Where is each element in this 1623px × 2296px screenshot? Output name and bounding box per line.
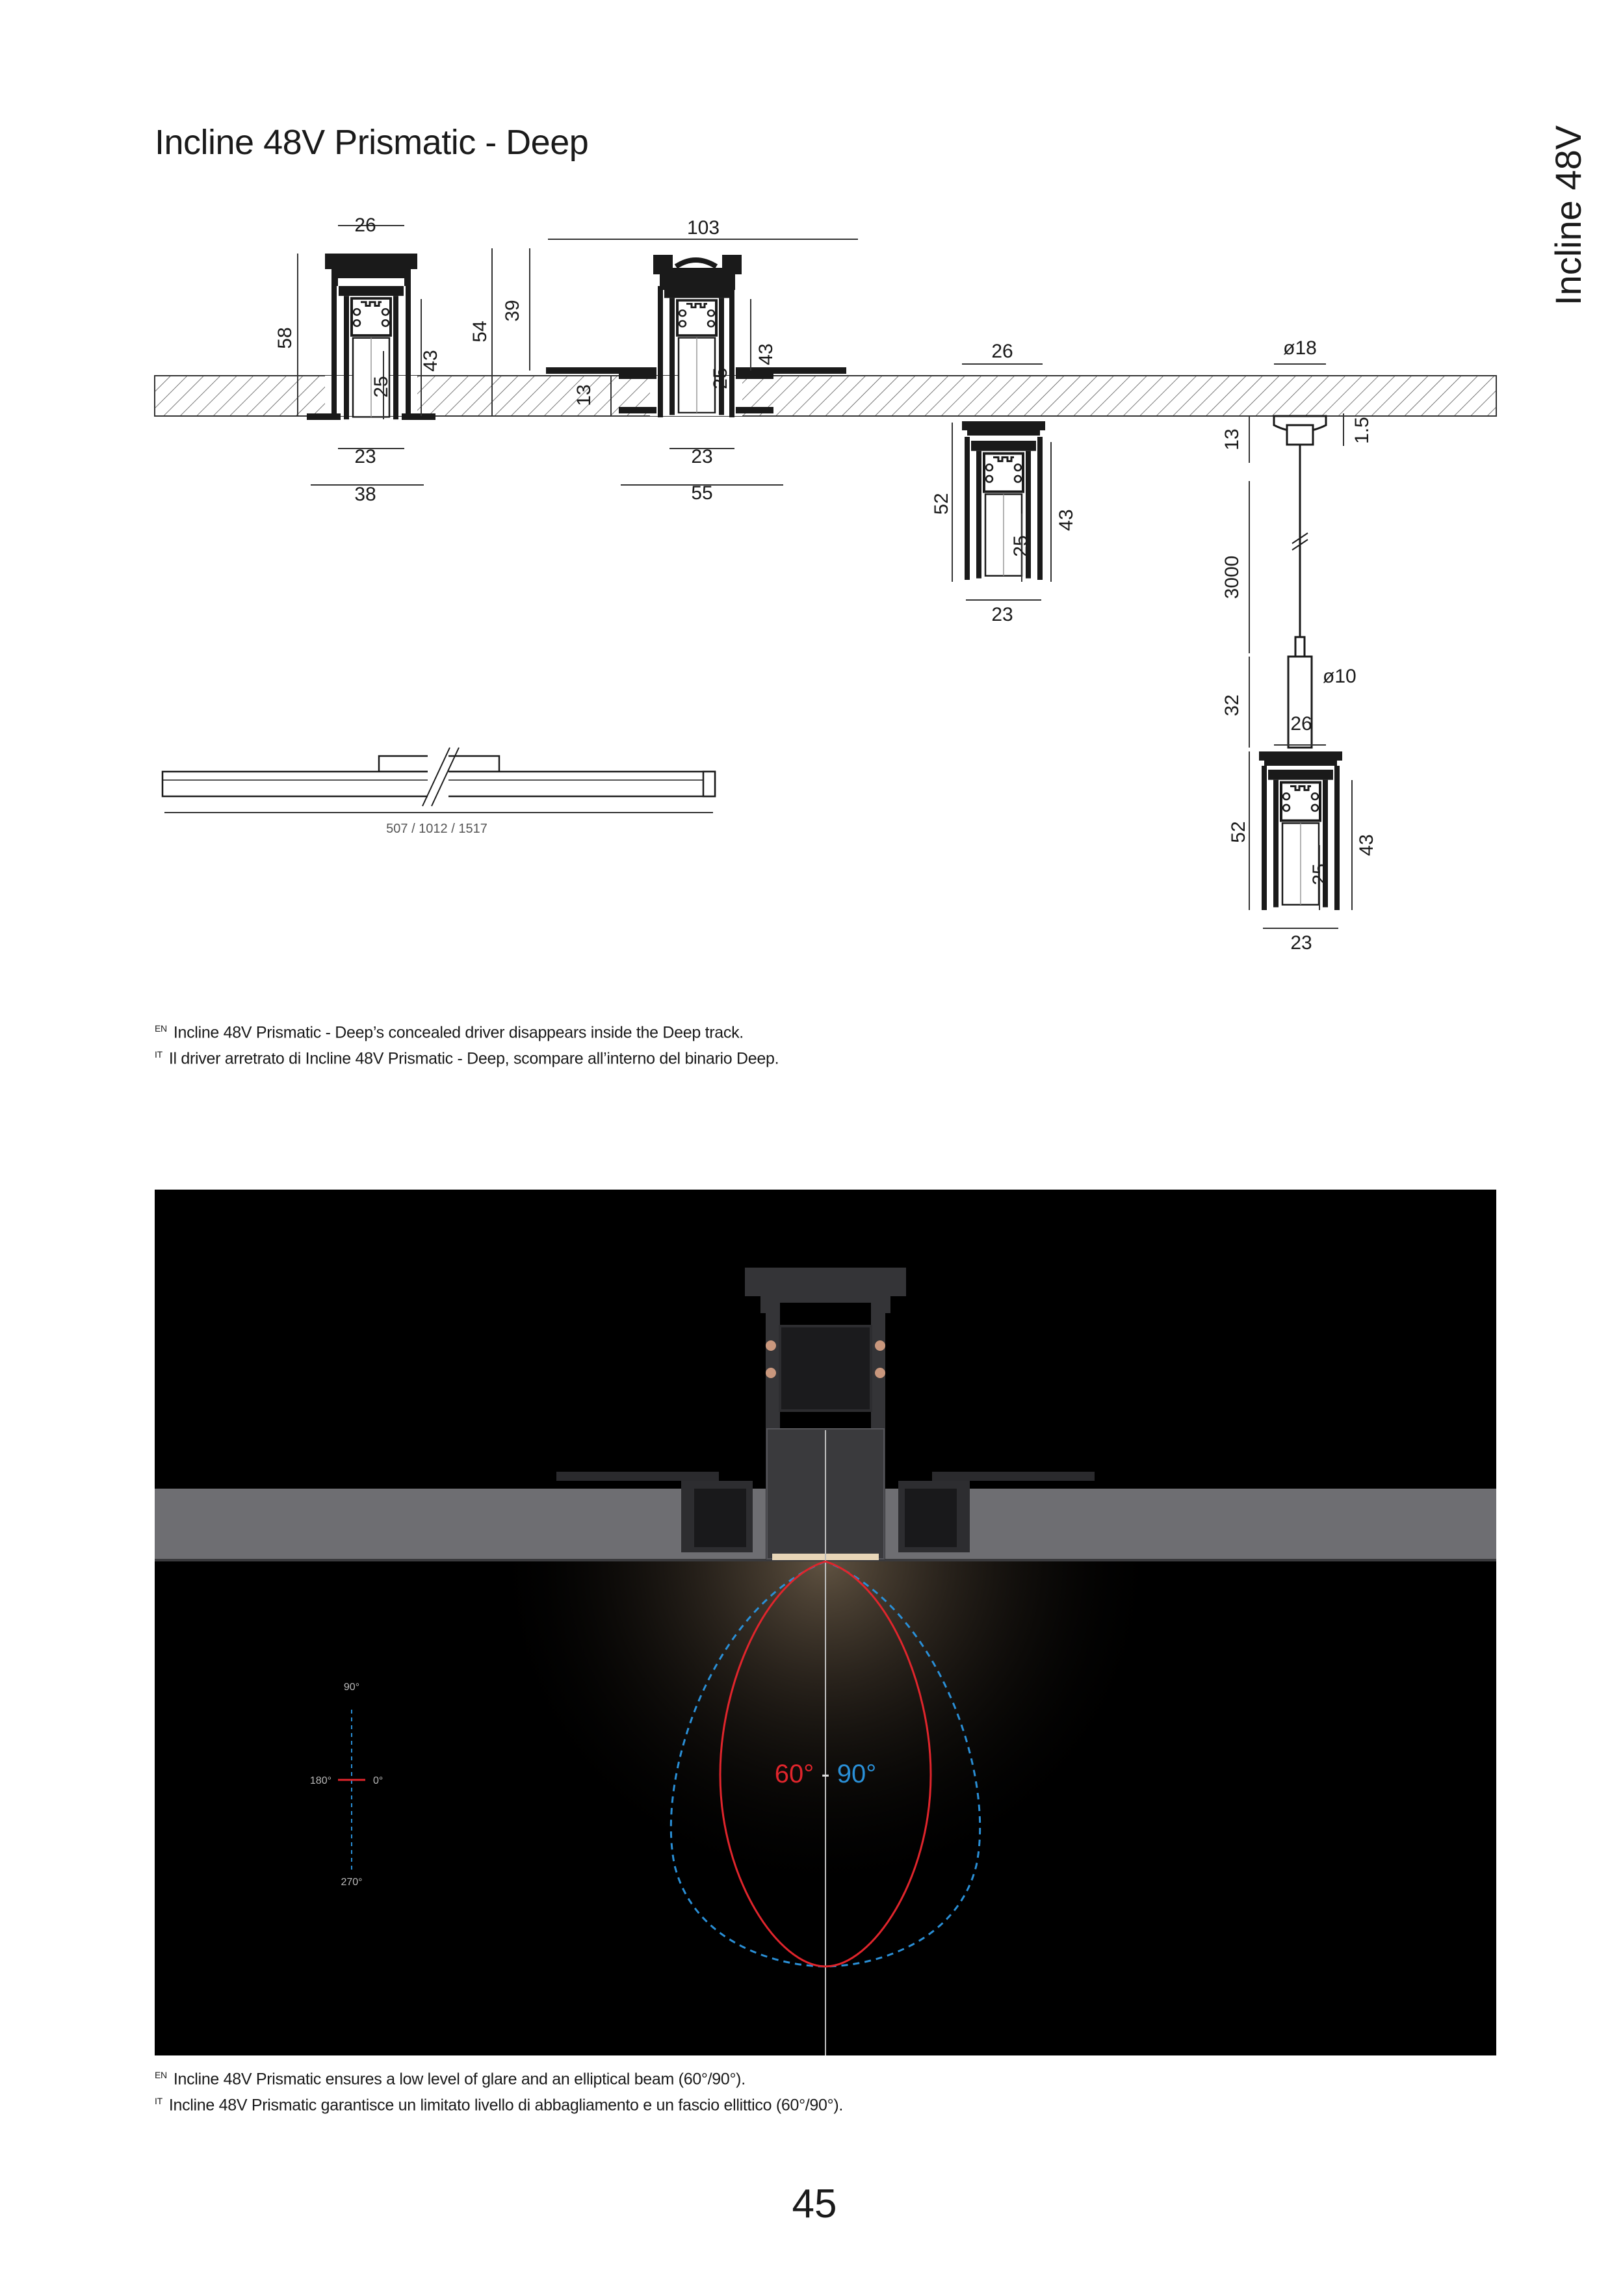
caption-beam [155,2064,843,2117]
dim-suspended-inner-height: 43 [1356,834,1377,856]
dim-flangeless-top-width: 26 [354,215,376,236]
beam-label-sep: - [814,1760,837,1788]
dim-flangeless-height-total: 58 [274,327,296,349]
caption-drawings-it-tag: IT [155,1049,162,1060]
dim-plaster-depth: 13 [573,384,595,406]
dim-flangeless-lens-width: 23 [354,446,376,467]
caption-drawings [155,1017,779,1070]
drawing-side-view [162,741,715,813]
caption-drawings-en: Incline 48V Prismatic - Deep’s concealed driver disappears inside the Deep track. [173,1023,744,1042]
dim-surface-top-width: 26 [991,341,1013,362]
dim-suspended-height-total: 52 [1228,821,1249,843]
dim-suspended-lens-height: 25 [1309,863,1331,885]
caption-beam-en: Incline 48V Prismatic ensures a low level of glare and an elliptical beam (60°/90°). [173,2070,746,2089]
dim-flangeless-inner-height: 43 [420,350,441,372]
dim-suspended-top-width: 26 [1290,713,1312,735]
dim-plaster-height-total: 54 [469,320,491,343]
compass-180: 180° [309,1775,331,1786]
caption-beam-en-tag: EN [155,2070,167,2080]
dim-suspended-width: 23 [1290,932,1312,954]
dim-flangeless-flange-width: 38 [354,484,376,505]
dim-plaster-height-upper: 39 [502,300,523,322]
dim-suspended-canopy-drop: 13 [1221,428,1243,450]
dim-plaster-lens-height: 25 [710,367,731,389]
dim-suspended-canopy-height: 1.5 [1351,417,1373,444]
caption-beam-it: Incline 48V Prismatic garantisce un limitato livello di abbagliamento e un fascio ellittico (60°/90°). [168,2096,843,2115]
beam-label-90: 90° [837,1760,877,1788]
caption-drawings-it: Il driver arretrato di Incline 48V Prismatic - Deep, scompare all’interno del binario Deep. [168,1049,779,1068]
dim-side-view-lengths: 507 / 1012 / 1517 [386,822,487,836]
dim-suspended-canopy-diameter: ø18 [1283,337,1317,359]
caption-drawings-en-tag: EN [155,1023,167,1034]
dim-suspended-connector-height: 32 [1221,694,1243,716]
svg-text:60° - 90° [775,1760,877,1788]
dim-surface-lens-height: 25 [1010,535,1032,557]
drawing-recessed-plaster [492,239,858,485]
page-number: 45 [792,2182,837,2226]
dim-surface-inner-height: 43 [1056,509,1077,531]
page-title: Incline 48V Prismatic - Deep [155,123,589,162]
dim-plaster-cutout-width: 55 [691,482,713,504]
compass-0: 0° [373,1775,383,1786]
section-side-title: Incline 48V [1548,125,1589,306]
dim-surface-width: 23 [991,604,1013,625]
dim-suspended-cable-length: 3000 [1221,555,1243,599]
compass-90: 90° [343,1682,360,1693]
technical-drawings [0,0,1623,1014]
drawing-suspended [1249,364,1352,928]
beam-label-60: 60° [774,1760,814,1788]
dim-suspended-connector-diameter: ø10 [1323,666,1357,687]
dim-surface-height-total: 52 [931,493,952,515]
beam-rendering [155,1190,1496,2055]
dim-plaster-width: 103 [686,217,720,239]
caption-beam-it-tag: IT [155,2096,162,2107]
compass-270: 270° [341,1877,363,1888]
dim-flangeless-lens-height: 25 [370,376,392,398]
dim-plaster-lens-width: 23 [691,446,713,467]
dim-plaster-inner-height: 43 [755,343,777,365]
